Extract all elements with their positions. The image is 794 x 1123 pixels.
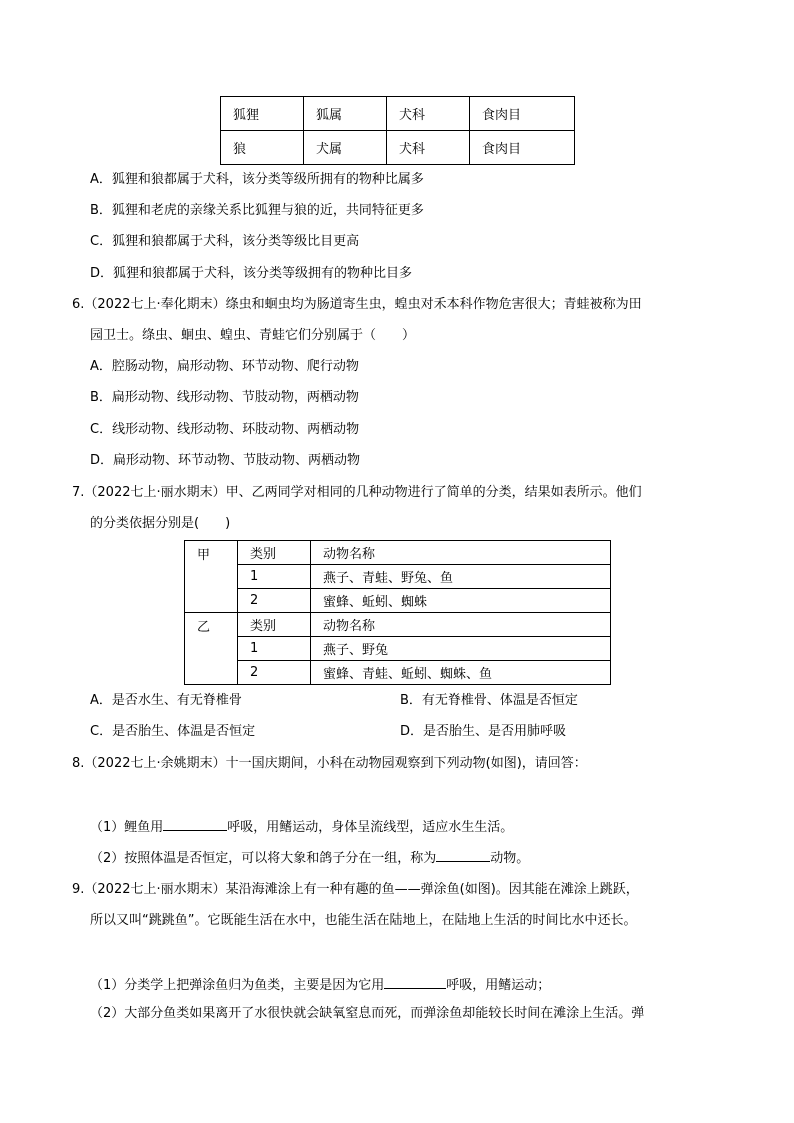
table-header-cell: 类别 [238, 613, 311, 637]
table-cell: 食肉目 [470, 131, 575, 165]
q7-option-d: D．是否胎生、是否用肺呼吸 [400, 724, 567, 739]
table-row [221, 131, 575, 165]
table-cell: 犬科 [387, 97, 470, 131]
table-header-cell: 类别 [238, 541, 311, 565]
answer-blank[interactable] [436, 847, 490, 862]
table-cell: 1 [238, 565, 311, 589]
q8-stem: 8.（2022七上·余姚期末）十一国庆期间，小科在动物园观察到下列动物(如图)，请回答： [72, 756, 587, 771]
group-label: 乙 [185, 613, 238, 685]
table-cell: 犬属 [304, 131, 387, 165]
table-row [185, 661, 611, 685]
q9-subquestion-2: （2）大部分鱼类如果离开了水很快就会缺氧窒息而死，而弹涂鱼却能较长时间在滩涂上生活。弹 [90, 1006, 645, 1021]
table-cell: 蜜蜂、蚯蚓、蜘蛛 [311, 589, 611, 613]
q8-sub2-text: （2）按照体温是否恒定，可以将大象和鸽子分在一组，称为 [90, 851, 437, 866]
q6-option-a: A．腔肠动物，扁形动物、环节动物、爬行动物 [90, 359, 359, 374]
q6-option-d: D．扁形动物、环节动物、节肢动物、两栖动物 [90, 453, 361, 468]
table-cell: 食肉目 [470, 97, 575, 131]
table-cell: 燕子、野兔 [311, 637, 611, 661]
q9-sub1-text: （1）分类学上把弹涂鱼归为鱼类，主要是因为它用 [90, 978, 385, 993]
q5-option-d: D．狐狸和狼都属于犬科，该分类等级拥有的物种比目多 [90, 266, 413, 281]
table-row [221, 97, 575, 131]
animal-grouping-table [184, 540, 611, 685]
table-cell: 蜜蜂、青蛙、蚯蚓、蜘蛛、鱼 [311, 661, 611, 685]
table-cell: 2 [238, 589, 311, 613]
q8-sub1-text: （1）鲤鱼用 [90, 820, 164, 835]
q9-sub1-text-end: 呼吸，用鳍运动； [446, 978, 551, 993]
q8-sub1-text-end: 呼吸，用鳍运动，身体呈流线型，适应水生生活。 [227, 820, 514, 835]
table-row [185, 589, 611, 613]
q7-option-c: C．是否胎生、体温是否恒定 [90, 724, 256, 739]
group-label: 甲 [185, 541, 238, 613]
q6-option-b: B．扁形动物、线形动物、节肢动物，两栖动物 [90, 390, 359, 405]
q5-option-c: C．狐狸和狼都属于犬科，该分类等级比目更高 [90, 234, 360, 249]
q7-option-b: B．有无脊椎骨、体温是否恒定 [400, 693, 578, 708]
table-row [185, 541, 611, 565]
answer-blank[interactable] [163, 816, 227, 831]
table-cell: 狼 [221, 131, 304, 165]
q5-option-b: B．狐狸和老虎的亲缘关系比狐狸与狼的近，共同特征更多 [90, 203, 424, 218]
table-cell: 2 [238, 661, 311, 685]
q8-sub2-text-end: 动物。 [490, 851, 530, 866]
table-cell: 狐属 [304, 97, 387, 131]
table-header-cell: 动物名称 [311, 613, 611, 637]
q9-stem-line2: 所以又叫“跳跳鱼”。它既能生活在水中，也能生活在陆地上，在陆地上生活的时间比水中还长。 [90, 913, 637, 928]
q7-option-a: A．是否水生、有无脊椎骨 [90, 693, 242, 708]
table-cell: 燕子、青蛙、野兔、鱼 [311, 565, 611, 589]
q8-subquestion-2 [90, 847, 529, 869]
table-cell: 犬科 [387, 131, 470, 165]
table-row [185, 613, 611, 637]
q8-subquestion-1 [90, 816, 513, 838]
table-row [185, 565, 611, 589]
q7-stem-line1: 7.（2022七上·丽水期末）甲、乙两同学对相同的几种动物进行了简单的分类，结果如表所示。他们 [72, 485, 642, 500]
q5-option-a: A．狐狸和狼都属于犬科，该分类等级所拥有的物种比属多 [90, 172, 424, 187]
q9-stem-line1: 9.（2022七上·丽水期末）某沿海滩涂上有一种有趣的鱼——弹涂鱼(如图)。因其能在滩涂上跳跃， [72, 882, 639, 897]
table-row [185, 637, 611, 661]
q6-stem-line2: 园卫士。绦虫、蛔虫、蝗虫、青蛙它们分别属于（ ） [90, 328, 416, 343]
answer-blank[interactable] [384, 974, 446, 989]
table-cell: 1 [238, 637, 311, 661]
table-header-cell: 动物名称 [311, 541, 611, 565]
q9-subquestion-1 [90, 974, 550, 996]
table-cell: 狐狸 [221, 97, 304, 131]
classification-table [220, 96, 575, 165]
q6-option-c: C．线形动物、线形动物、环肢动物、两栖动物 [90, 422, 360, 437]
q7-stem-line2: 的分类依据分别是( ) [90, 516, 231, 531]
q6-stem-line1: 6.（2022七上·奉化期末）绦虫和蛔虫均为肠道寄生虫，蝗虫对禾本科作物危害很大；青蛙被称为田 [72, 297, 642, 312]
